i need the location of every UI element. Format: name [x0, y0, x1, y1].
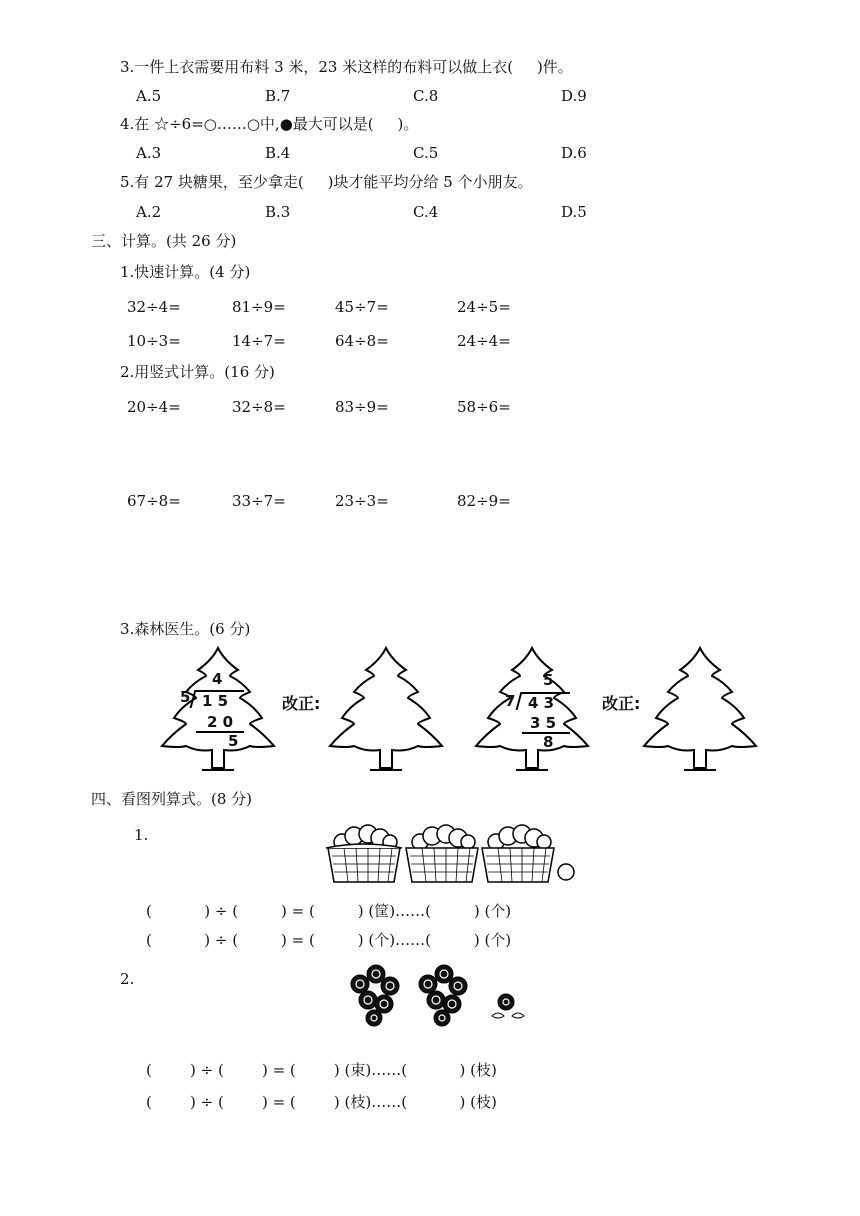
q4-option-a[interactable]: A.3	[136, 144, 162, 162]
problem-1-number: 1.	[134, 826, 149, 844]
question-5: 5.有 27 块糖果，至少拿走( )块才能平均分给 5 个小朋友。	[120, 173, 533, 191]
quick-calc-8: 24÷4=	[457, 332, 511, 350]
question-4: 4.在 ☆÷6=○……○中,●最大可以是( )。	[120, 115, 419, 133]
tree-1-illustration	[158, 646, 278, 776]
tree-4-blank-illustration	[640, 646, 760, 776]
tree-2-dividend: 4 3	[528, 694, 555, 712]
part-3-title: 3.森林医生。(6 分)	[120, 620, 251, 638]
q5-option-a[interactable]: A.2	[136, 203, 162, 221]
tree-1-divisor: 5	[180, 688, 191, 706]
tree-1-correction-label: 改正:	[282, 694, 321, 713]
q5-option-d[interactable]: D.5	[561, 203, 587, 221]
q4-option-b[interactable]: B.4	[265, 144, 291, 162]
q4-option-d[interactable]: D.6	[561, 144, 587, 162]
vertical-calc-3: 83÷9=	[335, 398, 389, 416]
q3-option-b[interactable]: B.7	[265, 87, 291, 105]
roses-illustration	[346, 962, 536, 1032]
quick-calc-3: 45÷7=	[335, 298, 389, 316]
quick-calc-4: 24÷5=	[457, 298, 511, 316]
q3-option-c[interactable]: C.8	[413, 87, 439, 105]
vertical-calc-7: 23÷3=	[335, 492, 389, 510]
problem-2-number: 2.	[120, 970, 135, 988]
q3-option-d[interactable]: D.9	[561, 87, 587, 105]
tree-2-blank-illustration	[326, 646, 446, 776]
vertical-calc-6: 33÷7=	[232, 492, 286, 510]
tree-2-quotient: 5	[543, 671, 554, 689]
quick-calc-1: 32÷4=	[127, 298, 181, 316]
part-1-title: 1.快速计算。(4 分)	[120, 263, 251, 281]
quick-calc-2: 81÷9=	[232, 298, 286, 316]
quick-calc-7: 64÷8=	[335, 332, 389, 350]
tree-2-divisor: 7	[505, 692, 516, 710]
q5-option-c[interactable]: C.4	[413, 203, 439, 221]
tree-1-dividend: 1 5	[202, 692, 229, 710]
q3-option-a[interactable]: A.5	[136, 87, 162, 105]
tree-1-remainder: 5	[228, 732, 239, 750]
problem-1-equation-1: ( ) ÷ ( ) = ( ) (筐)……( ) (个)	[146, 902, 512, 920]
vertical-calc-2: 32÷8=	[232, 398, 286, 416]
part-2-title: 2.用竖式计算。(16 分)	[120, 363, 275, 381]
vertical-calc-8: 82÷9=	[457, 492, 511, 510]
tree-2-remainder: 8	[543, 733, 554, 751]
vertical-calc-5: 67÷8=	[127, 492, 181, 510]
quick-calc-6: 14÷7=	[232, 332, 286, 350]
apple-baskets-illustration	[324, 820, 584, 888]
quick-calc-5: 10÷3=	[127, 332, 181, 350]
q5-option-b[interactable]: B.3	[265, 203, 291, 221]
q4-option-c[interactable]: C.5	[413, 144, 439, 162]
tree-2-correction-label: 改正:	[602, 694, 641, 713]
problem-2-equation-2: ( ) ÷ ( ) = ( ) (枝)……( ) (枝)	[146, 1093, 497, 1111]
vertical-calc-4: 58÷6=	[457, 398, 511, 416]
question-3: 3.一件上衣需要用布料 3 米，23 米这样的布料可以做上衣( )件。	[120, 58, 573, 76]
tree-2-product: 3 5	[530, 714, 557, 732]
tree-1-quotient: 4	[212, 670, 223, 688]
problem-1-equation-2: ( ) ÷ ( ) = ( ) (个)……( ) (个)	[146, 931, 512, 949]
tree-1-product: 2 0	[207, 713, 234, 731]
vertical-calc-1: 20÷4=	[127, 398, 181, 416]
section-4-title: 四、看图列算式。(8 分)	[91, 790, 253, 808]
section-3-title: 三、计算。(共 26 分)	[91, 232, 237, 250]
problem-2-equation-1: ( ) ÷ ( ) = ( ) (束)……( ) (枝)	[146, 1061, 497, 1079]
